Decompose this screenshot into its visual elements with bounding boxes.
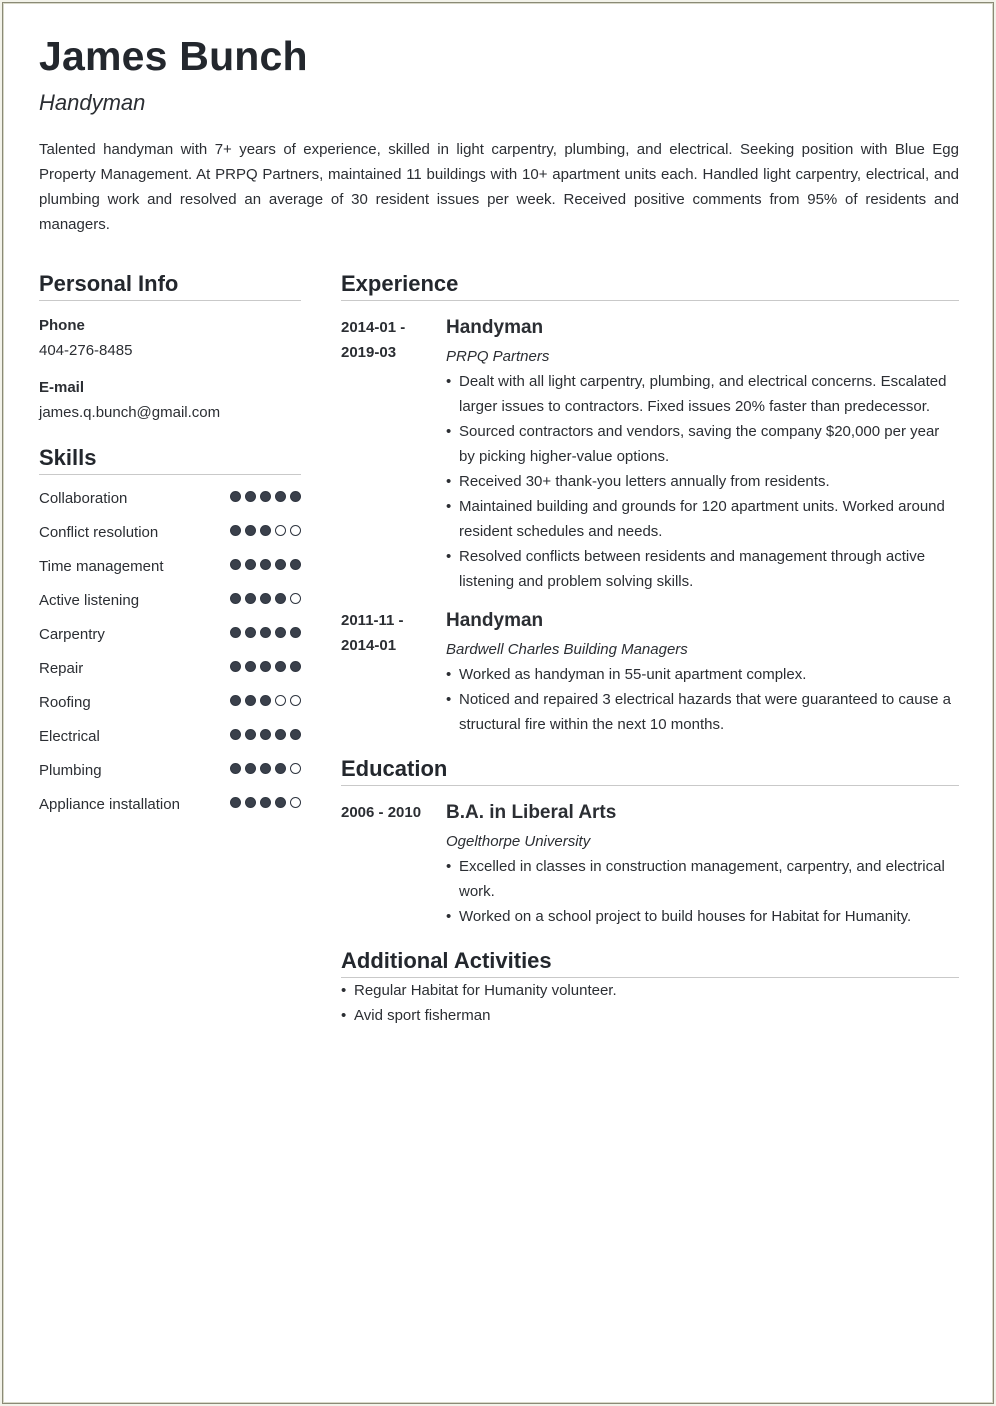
education-title: B.A. in Liberal Arts: [446, 802, 617, 823]
skill-name: Carpentry: [39, 626, 105, 643]
skill-row: [39, 792, 301, 817]
email-label: E-mail: [39, 379, 85, 396]
job-title: Handyman: [39, 90, 146, 115]
rating-dot-filled: [260, 525, 271, 536]
rating-dot-filled: [260, 593, 271, 604]
skill-rating: [230, 520, 301, 536]
rating-dot-filled: [275, 491, 286, 502]
bullet-item: • Dealt with all light carpentry, plumbing, and electrical concerns. Escalated larger issues to contractors. Fixed issues 20% faster than predecessor.: [446, 369, 959, 419]
rating-dot-filled: [245, 661, 256, 672]
rating-dot-empty: [290, 695, 301, 706]
rating-dot-filled: [230, 491, 241, 502]
rating-dot-filled: [230, 729, 241, 740]
bullet-item: • Resolved conflicts between residents and management through active listening and problem solving skills.: [446, 544, 959, 594]
education-list: [341, 800, 959, 929]
right-column: [341, 271, 959, 1028]
activity-item: • Avid sport fisherman: [341, 1003, 959, 1028]
education-entry: [341, 800, 959, 929]
job-dates: 2011-11 - 2014-01: [341, 612, 404, 654]
skill-row: [39, 520, 301, 545]
skill-rating: [230, 622, 301, 638]
email-value: james.q.bunch@gmail.com: [39, 404, 221, 421]
job-dates: 2014-01 - 2019-03: [341, 319, 406, 361]
job-organization: Bardwell Charles Building Managers: [446, 641, 688, 658]
skill-row: [39, 758, 301, 783]
rating-dot-filled: [245, 491, 256, 502]
skill-row: [39, 622, 301, 647]
rating-dot-filled: [245, 797, 256, 808]
rating-dot-filled: [260, 695, 271, 706]
rating-dot-filled: [245, 559, 256, 570]
rating-dot-filled: [275, 729, 286, 740]
skill-rating: [230, 656, 301, 672]
rating-dot-filled: [230, 661, 241, 672]
summary: Talented handyman with 7+ years of experience, skilled in light carpentry, plumbing, and electrical. Seeking position with Blue Egg Property Management. At PRPQ Partners, maintained 11 buildings with 10+ apartment units each. Handled light carpentry, electrical, and plumbing work and resolved an average of 30 resident issues per week. Received positive comments from 95% of residents and managers.: [39, 141, 959, 233]
job-bullets: [446, 369, 959, 594]
education-body: [446, 800, 959, 929]
education-dates: 2006 - 2010: [341, 804, 422, 821]
rating-dot-empty: [275, 695, 286, 706]
job-body: [446, 315, 959, 594]
rating-dot-filled: [275, 797, 286, 808]
rating-dot-filled: [230, 763, 241, 774]
rating-dot-filled: [230, 559, 241, 570]
rating-dot-filled: [245, 763, 256, 774]
rating-dot-filled: [230, 593, 241, 604]
rating-dot-filled: [230, 525, 241, 536]
rating-dot-filled: [260, 729, 271, 740]
rating-dot-filled: [230, 627, 241, 638]
rating-dot-empty: [275, 525, 286, 536]
rating-dot-filled: [290, 559, 301, 570]
bullet-item: • Received 30+ thank-you letters annually from residents.: [446, 469, 959, 494]
rating-dot-filled: [230, 695, 241, 706]
job-entry: [341, 315, 959, 594]
experience-list: [341, 315, 959, 737]
skill-rating: [230, 792, 301, 808]
rating-dot-filled: [230, 797, 241, 808]
bullet-item: • Worked as handyman in 55-unit apartment complex.: [446, 662, 959, 687]
skill-name: Conflict resolution: [39, 524, 159, 541]
skill-name: Repair: [39, 660, 84, 677]
rating-dot-filled: [260, 491, 271, 502]
skill-row: [39, 554, 301, 579]
rating-dot-filled: [275, 763, 286, 774]
candidate-name: James Bunch: [39, 33, 308, 79]
rating-dot-filled: [260, 559, 271, 570]
phone-label: Phone: [39, 317, 85, 334]
rating-dot-empty: [290, 797, 301, 808]
skill-row: [39, 690, 301, 715]
skill-name: Time management: [39, 558, 164, 575]
skill-row: [39, 588, 301, 613]
job-body: [446, 608, 959, 737]
skill-rating: [230, 588, 301, 604]
rating-dot-filled: [290, 729, 301, 740]
rating-dot-filled: [245, 729, 256, 740]
rating-dot-filled: [290, 627, 301, 638]
rating-dot-empty: [290, 525, 301, 536]
skill-name: Active listening: [39, 592, 140, 609]
resume-page: [2, 2, 994, 1404]
skill-rating: [230, 486, 301, 502]
rating-dot-filled: [245, 695, 256, 706]
bullet-item: • Noticed and repaired 3 electrical hazards that were guaranteed to cause a structural fire within the next 10 months.: [446, 687, 959, 737]
skills-heading: Skills: [39, 445, 301, 475]
rating-dot-filled: [245, 593, 256, 604]
bullet-item: • Sourced contractors and vendors, saving the company $20,000 per year by picking higher-value options.: [446, 419, 959, 469]
job-title: Handyman: [446, 317, 544, 338]
education-bullets: [446, 854, 959, 929]
skill-row: [39, 656, 301, 681]
rating-dot-empty: [290, 593, 301, 604]
rating-dot-filled: [260, 661, 271, 672]
bullet-item: • Worked on a school project to build houses for Habitat for Humanity.: [446, 904, 959, 929]
rating-dot-filled: [275, 593, 286, 604]
skill-rating: [230, 554, 301, 570]
rating-dot-filled: [260, 797, 271, 808]
rating-dot-filled: [245, 627, 256, 638]
job-organization: PRPQ Partners: [446, 348, 550, 365]
rating-dot-filled: [260, 627, 271, 638]
rating-dot-filled: [290, 491, 301, 502]
left-column: [39, 271, 301, 817]
skill-name: Plumbing: [39, 762, 102, 779]
skill-name: Roofing: [39, 694, 91, 711]
rating-dot-filled: [290, 661, 301, 672]
rating-dot-filled: [275, 627, 286, 638]
personal-info-heading: Personal Info: [39, 271, 301, 301]
skill-name: Electrical: [39, 728, 100, 745]
activities-heading: Additional Activities: [341, 948, 959, 978]
activities-list: [341, 978, 959, 1028]
rating-dot-empty: [290, 763, 301, 774]
skill-rating: [230, 690, 301, 706]
skill-name: Collaboration: [39, 490, 128, 507]
experience-heading: Experience: [341, 271, 959, 301]
skill-name: Appliance installation: [39, 796, 180, 813]
bullet-item: • Maintained building and grounds for 120 apartment units. Worked around resident schedules and needs.: [446, 494, 959, 544]
skill-row: [39, 486, 301, 511]
activity-item: • Regular Habitat for Humanity volunteer.: [341, 978, 959, 1003]
skill-row: [39, 724, 301, 749]
job-entry: [341, 608, 959, 737]
rating-dot-filled: [275, 559, 286, 570]
rating-dot-filled: [260, 763, 271, 774]
rating-dot-filled: [245, 525, 256, 536]
phone-value: 404-276-8485: [39, 342, 133, 359]
education-organization: Ogelthorpe University: [446, 833, 591, 850]
education-heading: Education: [341, 756, 959, 786]
job-title: Handyman: [446, 610, 544, 631]
bullet-item: • Excelled in classes in construction management, carpentry, and electrical work.: [446, 854, 959, 904]
skill-rating: [230, 758, 301, 774]
job-bullets: [446, 662, 959, 737]
rating-dot-filled: [275, 661, 286, 672]
skill-rating: [230, 724, 301, 740]
skills-list: [39, 486, 301, 817]
